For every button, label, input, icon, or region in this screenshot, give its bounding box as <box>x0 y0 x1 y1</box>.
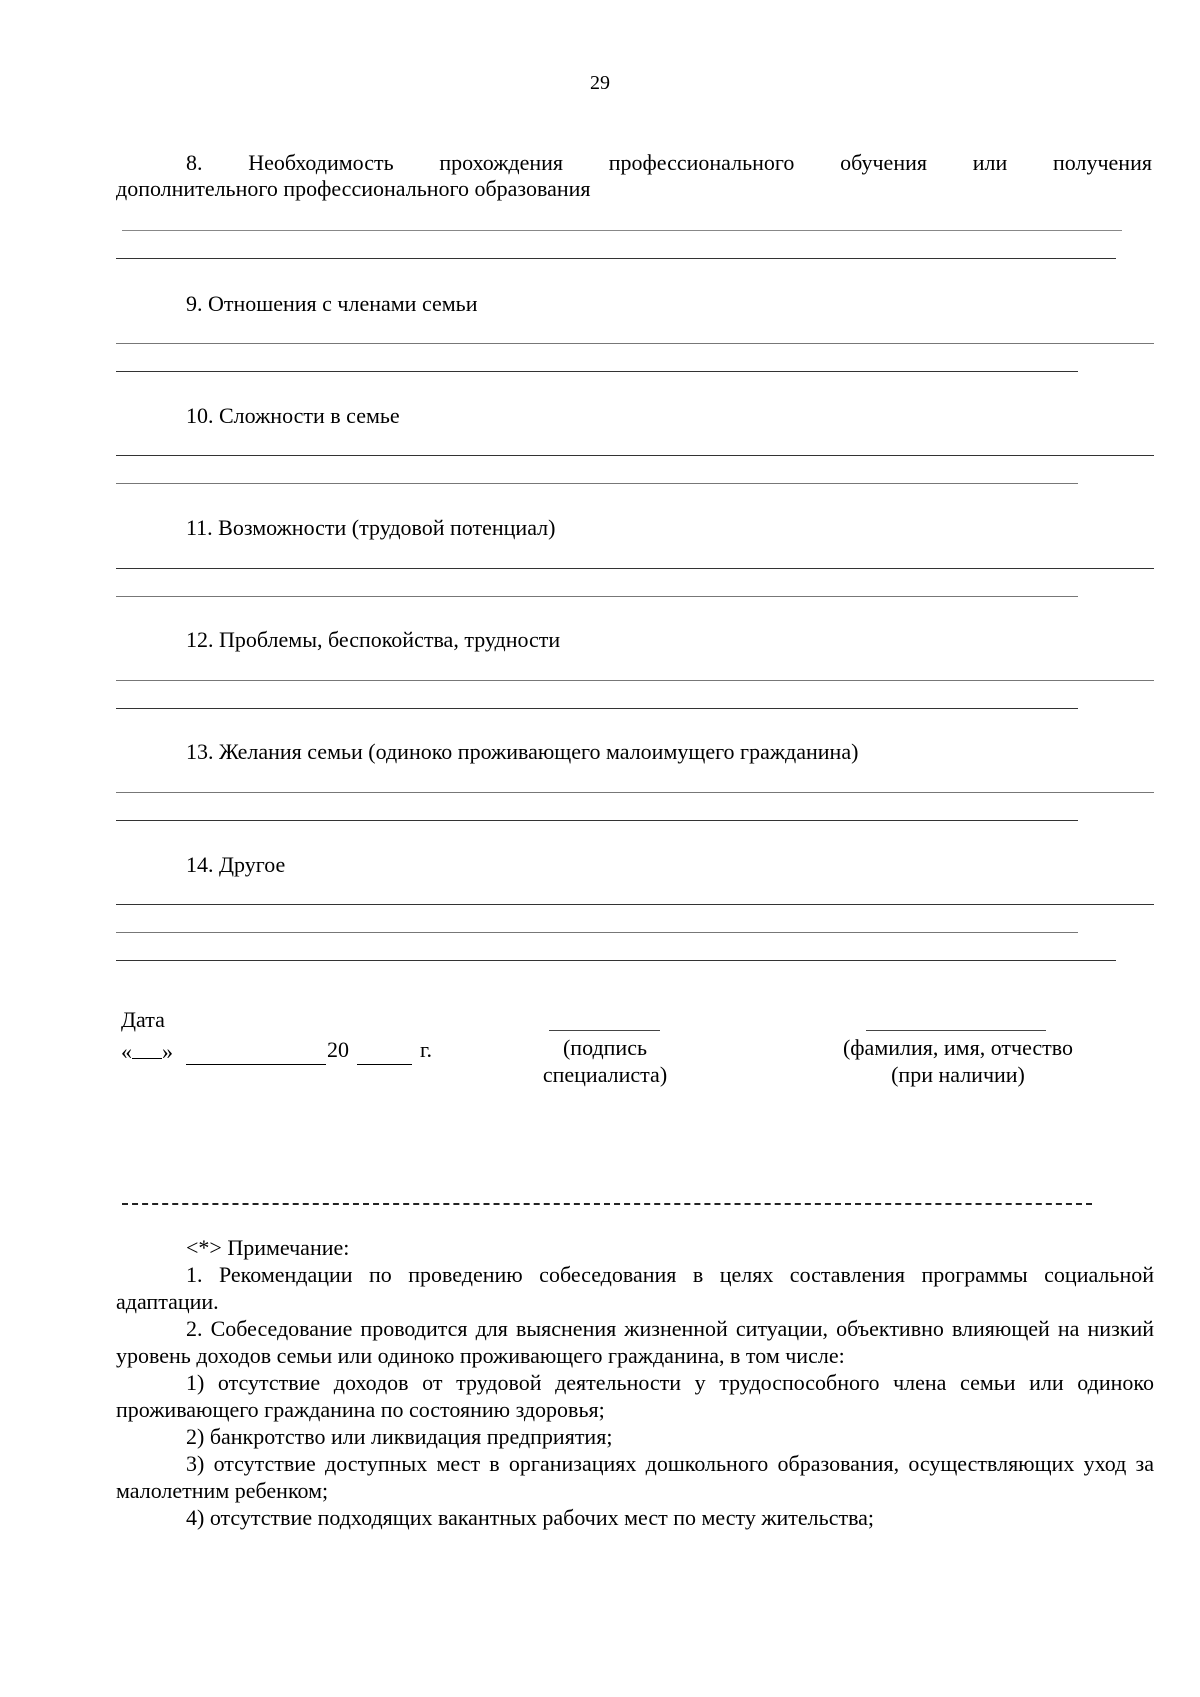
note-paragraph: 4) отсутствие подходящих вакантных рабочих мест по месту жительства; <box>186 1505 875 1530</box>
item-8-word: Необходимость <box>248 150 394 175</box>
item-8-word: прохождения <box>439 150 564 175</box>
date-field <box>121 1036 173 1066</box>
item-8-word: получения <box>1053 150 1152 175</box>
note-block <box>116 1234 1154 1531</box>
note-heading: <*> Примечание: <box>186 1235 350 1260</box>
item-12-label: 12. Проблемы, беспокойства, трудности <box>186 627 561 652</box>
specialist-caption-2: специалиста) <box>542 1062 668 1087</box>
answer-line <box>116 596 1078 597</box>
answer-line <box>116 960 1116 961</box>
name-caption-2: (при наличии) <box>891 1062 1025 1087</box>
answer-line <box>116 568 1154 569</box>
day-blank <box>132 1036 162 1059</box>
item-8-word: обучения <box>840 150 927 175</box>
answer-line <box>116 820 1078 821</box>
specialist-caption-1: (подпись <box>562 1035 647 1060</box>
date-label: Дата <box>121 1007 165 1032</box>
name-caption-1: (фамилия, имя, отчество <box>842 1035 1074 1060</box>
date-open-quote: « <box>121 1039 132 1064</box>
month-blank-line <box>186 1064 326 1065</box>
year-prefix: 20 <box>327 1037 349 1062</box>
full-name-line <box>866 1030 1046 1031</box>
answer-line <box>116 455 1154 456</box>
note-paragraph: 1) отсутствие доходов от трудовой деятельности у трудоспособного члена семьи или одиноко проживающего гражданина по состоянию здоровья; <box>116 1370 1154 1422</box>
year-blank-line <box>357 1064 412 1065</box>
answer-line <box>116 258 1116 259</box>
answer-line <box>116 371 1078 372</box>
item-10-label: 10. Сложности в семье <box>186 403 400 428</box>
year-suffix: г. <box>420 1037 433 1062</box>
item-8-word: или <box>972 150 1008 175</box>
note-paragraph: 3) отсутствие доступных мест в организациях дошкольного образования, осуществляющих уход за малолетним ребенком; <box>116 1451 1154 1503</box>
item-14-label: 14. Другое <box>186 852 286 877</box>
specialist-signature-line <box>549 1030 660 1031</box>
answer-line <box>116 792 1154 793</box>
item-8-line-1 <box>186 149 1152 177</box>
item-8-line-2: дополнительного профессионального образования <box>116 176 591 201</box>
answer-line <box>116 680 1154 681</box>
answer-line <box>116 343 1154 344</box>
page-number: 29 <box>590 72 610 94</box>
note-paragraph: 2. Собеседование проводится для выяснения жизненной ситуации, объективно влияющей на низкий уровень доходов семьи или одиноко проживающего гражданина, в том числе: <box>116 1316 1154 1368</box>
item-8-word: 8. <box>186 150 203 175</box>
date-close-quote: » <box>162 1039 173 1064</box>
footnote-separator <box>122 1203 1092 1205</box>
answer-line <box>122 230 1122 231</box>
note-paragraph: 1. Рекомендации по проведению собеседования в целях составления программы социальной адаптации. <box>116 1262 1154 1314</box>
answer-line <box>116 932 1078 933</box>
item-8-word: профессионального <box>608 150 795 175</box>
item-13-label: 13. Желания семьи (одиноко проживающего малоимущего гражданина) <box>186 739 859 764</box>
answer-line <box>116 483 1078 484</box>
answer-line <box>116 904 1154 905</box>
note-paragraph: 2) банкротство или ликвидация предприятия; <box>186 1424 613 1449</box>
answer-line <box>116 708 1078 709</box>
item-9-label: 9. Отношения с членами семьи <box>186 291 478 316</box>
item-11-label: 11. Возможности (трудовой потенциал) <box>186 515 556 540</box>
